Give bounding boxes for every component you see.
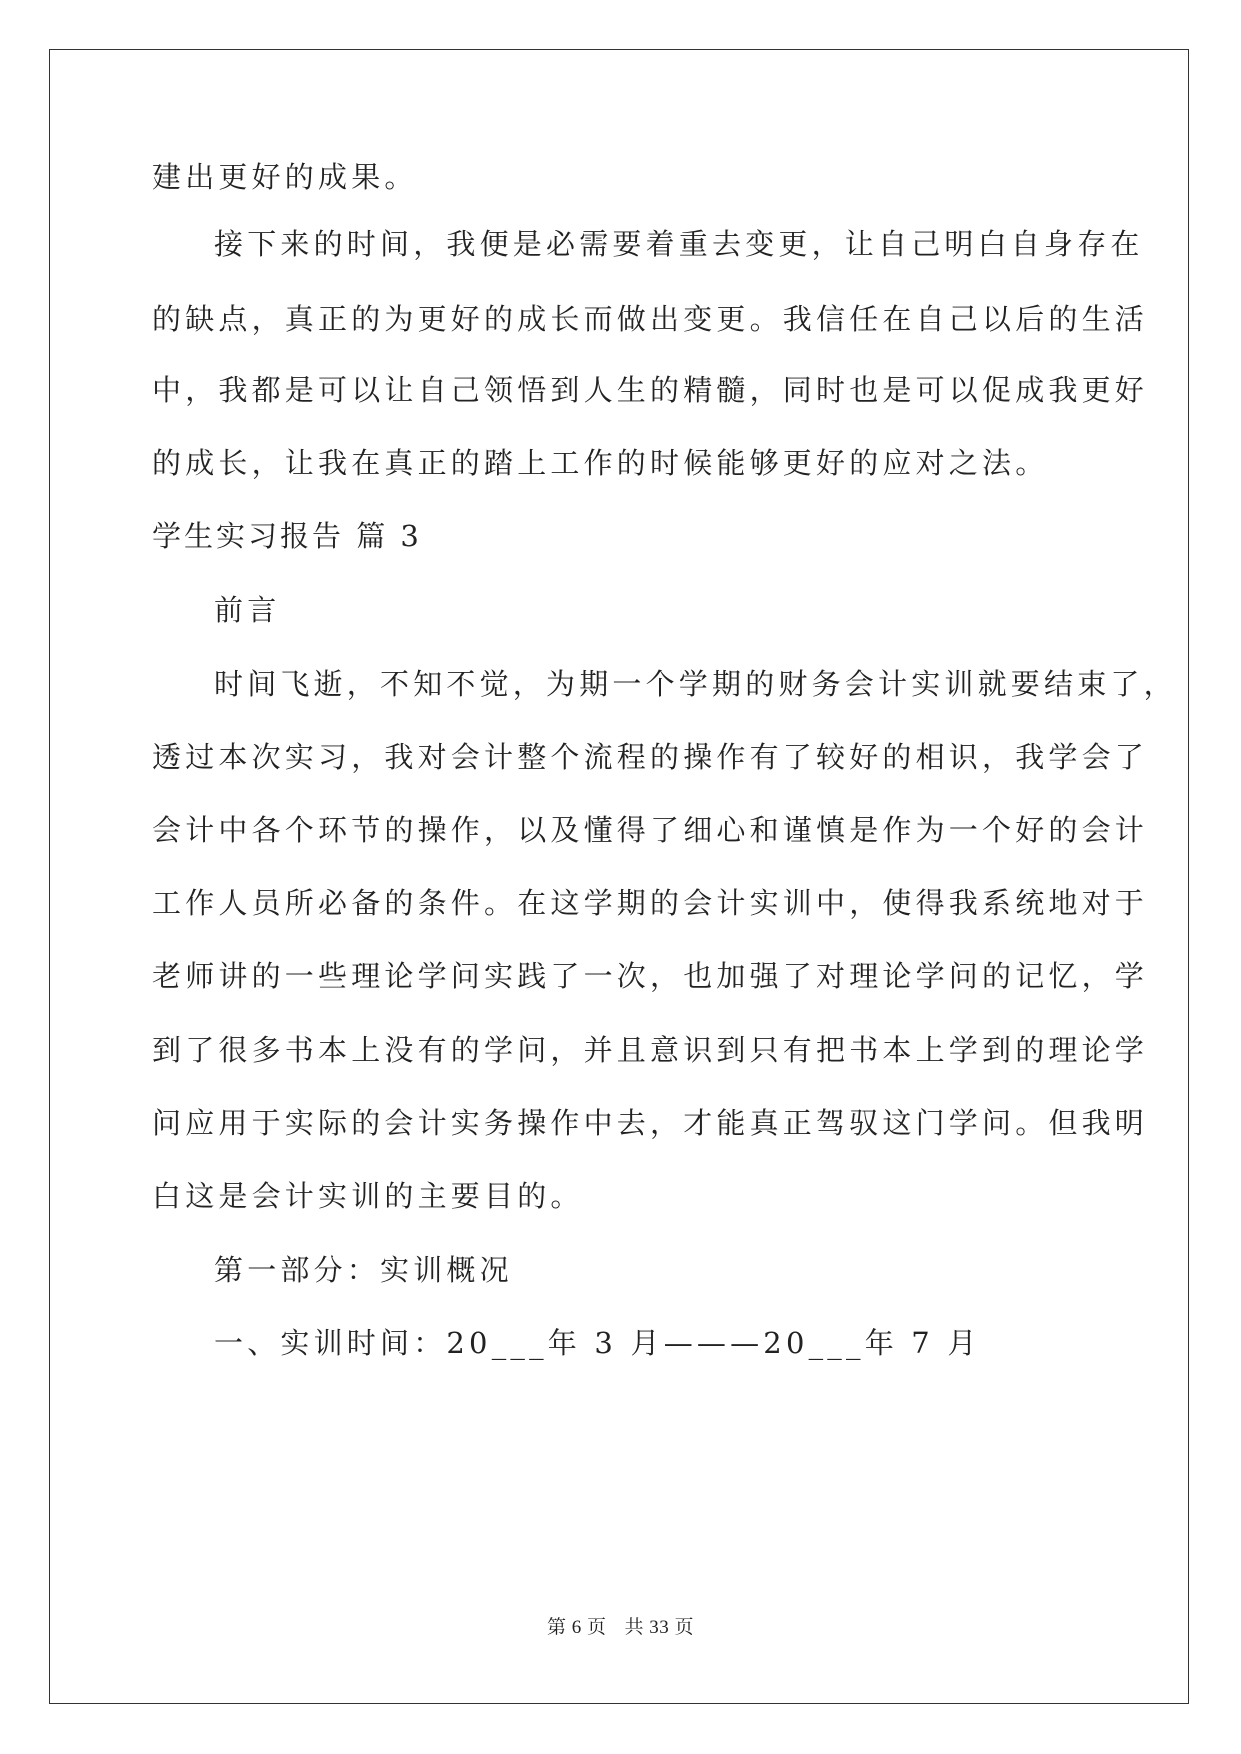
body-text-line: 的缺点，真正的为更好的成长而做出变更。我信任在自己以后的生活 [152,302,1149,336]
page-number-current: 第 6 页 [546,1617,607,1638]
body-text-line: 白这是会计实训的主要目的。 [152,1179,584,1213]
body-text-line: 接下来的时间，我便是必需要着重去变更，让自己明白自身存在 [214,227,1144,261]
body-text-line: 到了很多书本上没有的学问，并且意识到只有把书本上学到的理论学 [152,1033,1149,1067]
body-text-line: 透过本次实习，我对会计整个流程的操作有了较好的相识，我学会了 [152,740,1149,774]
body-text-line: 老师讲的一些理论学问实践了一次，也加强了对理论学问的记忆，学 [152,959,1149,993]
section-heading: 学生实习报告 篇 3 [152,519,422,553]
page-number-total: 共 33 页 [624,1617,695,1638]
subheading-part-one: 第一部分：实训概况 [214,1253,513,1287]
body-text-line: 工作人员所必备的条件。在这学期的会计实训中，使得我系统地对于 [152,886,1149,920]
body-text-line: 的成长，让我在真正的踏上工作的时候能够更好的应对之法。 [152,446,1049,480]
body-text-line: 一、实训时间：20___年 3 月———20___年 7 月 [214,1326,981,1360]
body-text-line: 问应用于实际的会计实务操作中去，才能真正驾驭这门学问。但我明 [152,1106,1149,1140]
page-frame [49,49,1189,1704]
body-text-line: 会计中各个环节的操作，以及懂得了细心和谨慎是作为一个好的会计 [152,813,1149,847]
body-text-line: 建出更好的成果。 [152,160,418,194]
body-text-line: 中，我都是可以让自己领悟到人生的精髓，同时也是可以促成我更好 [152,373,1149,407]
page-footer [0,1612,1241,1639]
subheading-preface: 前言 [214,593,281,627]
body-text-line: 时间飞逝，不知不觉，为期一个学期的财务会计实训就要结束了， [214,667,1177,701]
